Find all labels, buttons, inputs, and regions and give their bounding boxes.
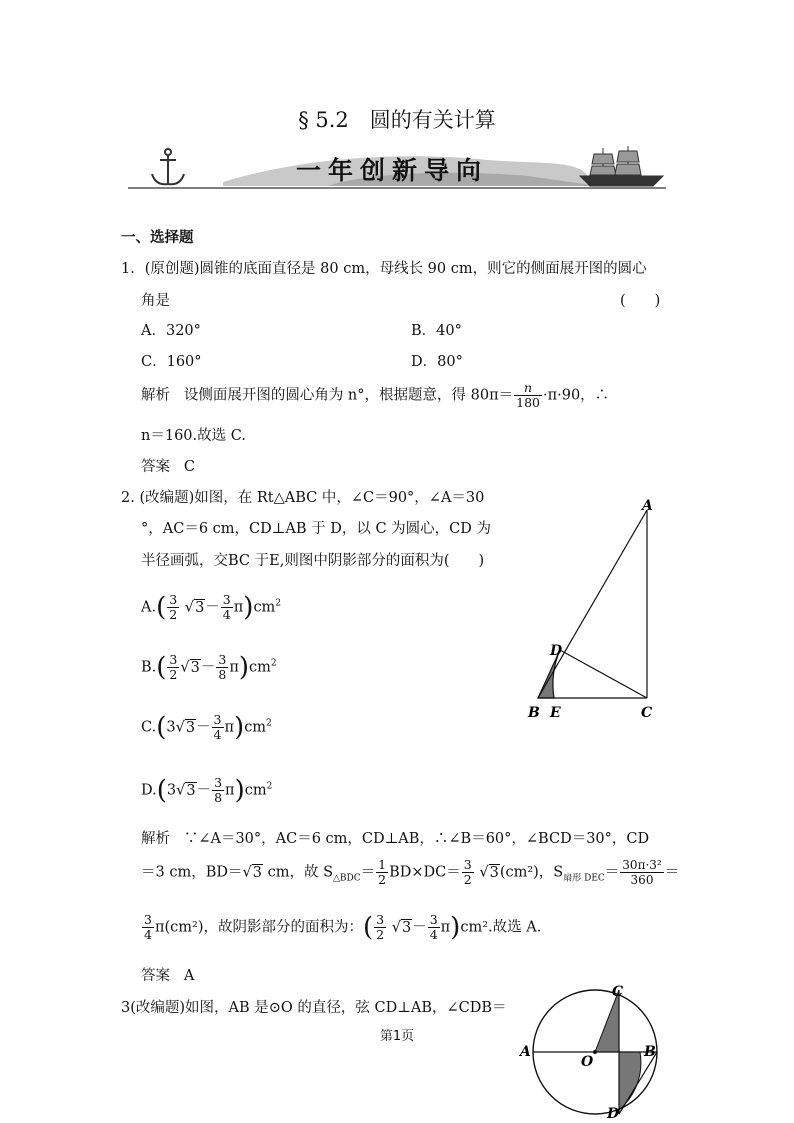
q1-option-a: A．320° bbox=[141, 323, 201, 339]
answer-value: C bbox=[183, 459, 195, 475]
q2-option-c: C.(3√3－ $\frac{3}{4}$ $\pi)cm^2$ bbox=[141, 712, 272, 743]
page-title: § 5.2 圆的有关计算 bbox=[298, 108, 496, 132]
q1-line2: 角是 bbox=[141, 293, 170, 309]
q1-analysis bbox=[141, 381, 609, 410]
q2-analysis-line1: 解析 ∵∠A＝30°，AC＝6 cm，CD⊥AB，∴∠B＝60°，∠BCD＝30°，CD bbox=[141, 831, 650, 847]
analysis-label: 解析 bbox=[141, 387, 170, 404]
analysis-text-2: ·π·90，∴ bbox=[542, 387, 610, 404]
label-c: C bbox=[612, 984, 624, 1000]
label-d: D bbox=[550, 643, 563, 659]
answer-label: 答案 bbox=[141, 459, 170, 475]
q2-option-d: D.(3√3－ $\frac{3}{8}$ $\pi)cm^2$ bbox=[141, 775, 273, 806]
label-c: C bbox=[641, 705, 653, 721]
banner-title: 一年创新导向 bbox=[296, 156, 489, 185]
q3-line1: 3(改编题)如图，AB 是⊙O 的直径，弦 CD⊥AB，∠CDB＝ bbox=[121, 1000, 507, 1016]
q2-analysis-line2: ＝3 cm，BD＝√3 cm，故 $S_{\triangle BDC}=$ $\frac{1}{2}$ BD×DC＝ $\frac{3}{2}$ √3(cm²)，$S_{扇形 DEC}=$ $\frac{\text{30π·3²}}{360}$ ＝ bbox=[141, 857, 680, 887]
analysis-text-1: 设侧面展开图的圆心角为 n°，根据题意，得 80π＝ bbox=[183, 387, 514, 404]
ship-icon bbox=[580, 146, 663, 186]
q1-option-d: D．80° bbox=[411, 354, 463, 370]
section-heading: 一、选择题 bbox=[121, 229, 194, 246]
q2-triangle-figure bbox=[520, 490, 670, 730]
q1-option-c: C．160° bbox=[141, 354, 202, 370]
fraction: $\frac{n}{180}$ bbox=[516, 380, 540, 410]
anchor-icon bbox=[152, 149, 184, 184]
q2-line1: 2. (改编题)如图，在 Rt△ABC 中，∠C＝90°，∠A＝30 bbox=[121, 490, 485, 506]
label-d: D bbox=[607, 1106, 620, 1122]
q2-analysis-line3: $\frac{3}{4}$ π(cm²)，故阴影部分的面积为：( $\frac{3}{2}$ √3－ $\frac{3}{4}$ π)cm².故选 A. bbox=[144, 912, 542, 943]
label-b: B bbox=[644, 1044, 656, 1060]
q1-answer bbox=[141, 457, 195, 477]
label-a: A bbox=[520, 1044, 531, 1060]
q2-option-a: A.( $\frac{3}{2}$ √3－ $\frac{3}{4}$ $\pi)cm^2$ bbox=[141, 592, 282, 623]
q1-line1: 1．(原创题)圆锥的底面直径是 80 cm，母线长 90 cm，则它的侧面展开图的圆心 bbox=[121, 261, 647, 277]
label-o: O bbox=[581, 1054, 594, 1070]
q1-analysis-line2: n＝160.故选 C. bbox=[141, 428, 246, 444]
q2-line3: 半径画弧，交BC 于E,则图中阴影部分的面积为( ) bbox=[141, 553, 485, 569]
q2-answer: 答案 A bbox=[141, 968, 195, 984]
label-b: B bbox=[528, 705, 540, 721]
page-number: 第1页 bbox=[379, 1029, 415, 1044]
q1-bracket: ( ) bbox=[620, 293, 661, 309]
label-a: A bbox=[642, 498, 653, 514]
q2-line2: °，AC＝6 cm，CD⊥AB 于 D，以 C 为圆心，CD 为 bbox=[141, 521, 491, 537]
label-e: E bbox=[550, 705, 561, 721]
q2-option-b: B.( $\frac{3}{2}$ √3－ $\frac{3}{8}$ $\pi)cm^2$ bbox=[141, 652, 277, 683]
q3-circle-figure bbox=[515, 980, 675, 1123]
q1-option-b: B．40° bbox=[411, 323, 462, 339]
